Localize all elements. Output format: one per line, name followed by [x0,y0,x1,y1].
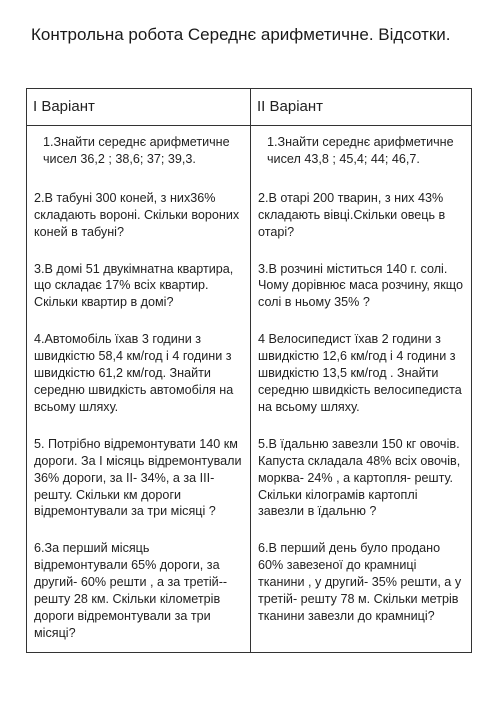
variant-1-task-5: 5. Потрібно відремонтувати 140 км дороги. За I місяць відремонтували 36% дороги, за II- 34%, а за III- решту. Скільки км дороги відремонтували за три місяці ? [34,436,242,519]
variant-2-heading: II Варіант [251,89,472,126]
variant-1-heading: I Варіант [27,89,251,126]
variant-2-task-6: 6.В перший день було продано 60% завезеної до крамниці тканини , у другий- 35% решти, а у третій- решту 78 м. Скільки метрів тканини завезли до крамниці? [258,541,462,623]
variant-1-task-2: 2.В табуні 300 коней, з них36% складають вороні. Скільки вороних коней в табуні? [34,190,240,239]
table-row [27,126,472,653]
variant-2-task-1: 1.Знайти середнє арифметичне чисел 43,8 ; 45,4; 44; 46,7. [267,135,454,166]
table-header-row [27,89,472,126]
variant-2-tasks [251,126,472,653]
variant-1-tasks [27,126,251,653]
variant-2-task-5: 5.В їдальню завезли 150 кг овочів. Капуста складала 48% всіх овочів, морква- 24% , а картопля- решту. Скільки кілограмів картоплі завезли в їдальню ? [258,436,461,519]
variant-1-task-1: 1.Знайти середнє арифметичне чисел 36,2 ; 38,6; 37; 39,3. [43,135,230,166]
variant-1-task-4: 4.Автомобіль їхав 3 години з швидкістю 58,4 км/год і 4 години з швидкістю 61,2 км/год. Знайти середню швидкість автомобіля на всьому шляху. [34,332,234,414]
variant-2-task-4: 4 Велосипедист їхав 2 години з швидкістю 12,6 км/год і 4 години з швидкістю 13,5 км/год . Знайти середню швидкість велосипедиста на всьому шляху. [258,332,462,414]
variants-table [26,88,472,653]
variant-2-task-2: 2.В отарі 200 тварин, з них 43% складають вівці.Скільки овець в отарі? [258,190,446,239]
page-title: Контрольна робота Середнє арифметичне. Відсотки. [31,25,451,44]
variant-1-task-3: 3.В домі 51 двукімнатна квартира, що складає 17% всіх квартир. Скільки квартир в домі? [34,261,234,310]
variant-2-task-3: 3.В розчині міститься 140 г. солі. Чому дорівнює маса розчину, якщо солі в ньому 35% ? [258,261,463,310]
variant-1-task-6: 6.За перший місяць відремонтували 65% дороги, за другий- 60% решти , а за третій--решту 28 км. Скільки кілометрів дороги відремонтували за три місяці? [34,541,228,640]
